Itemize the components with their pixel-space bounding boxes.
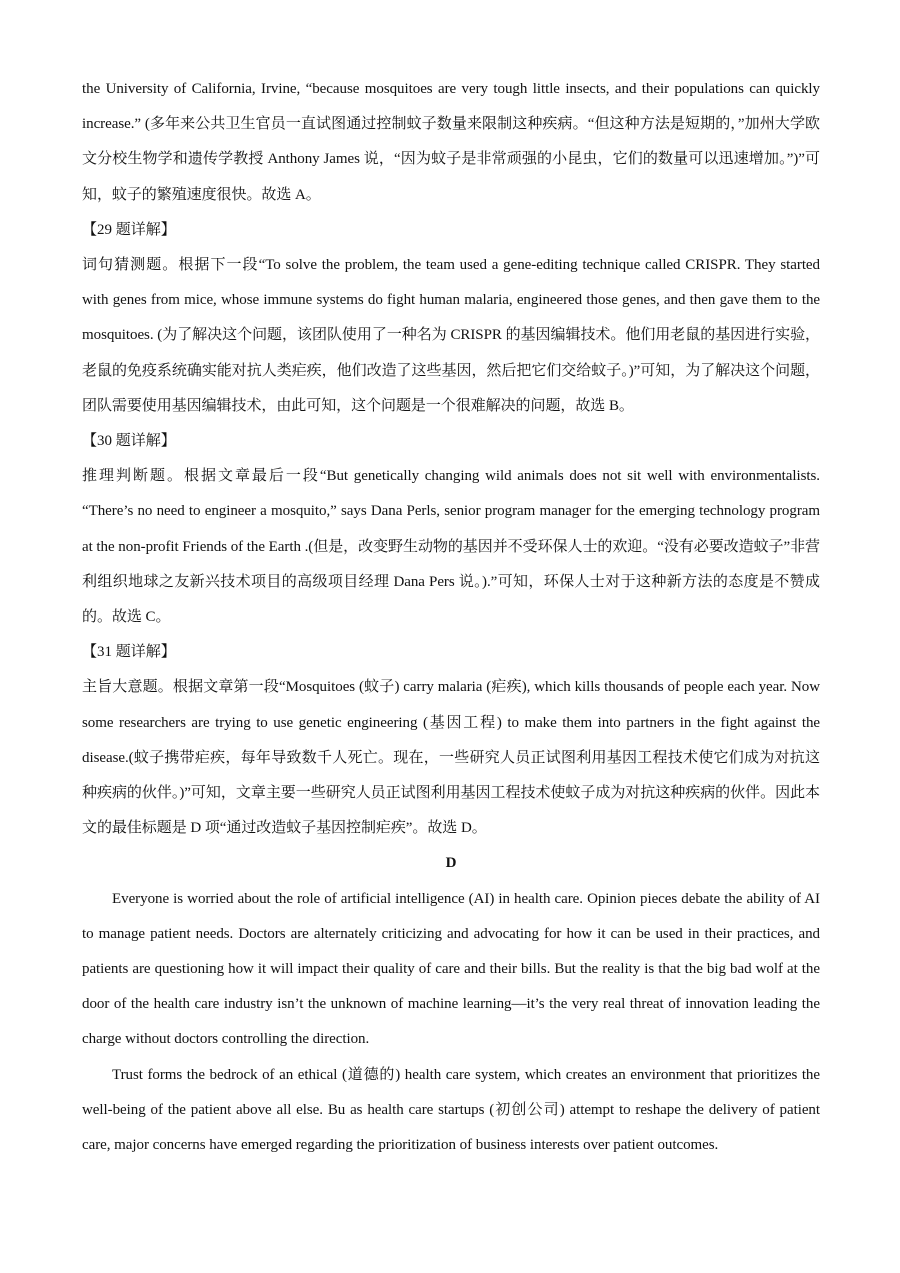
section-d-heading: D — [445, 855, 457, 872]
question-30-heading: 【30 题详解】 — [82, 433, 176, 450]
answer-28-explanation-tail: the University of California, Irvine, “because mosquitoes are very tough little insects, and their populations can quickly increase.” (多年来公共卫生官员一直试图通过控制蚊子数量来限制这种疾病。“但这种方法是短期的，”加州大学欧文分校生物学和遗传学教授 Anthony James 说，“因为蚊子是非常顽强的小昆虫，它们的数量可以迅速增加。”)”可知，蚊子的繁殖速度很快。故选 A。 — [82, 81, 820, 203]
passage-d-paragraph-1: Everyone is worried about the role of artificial intelligence (AI) in health care. Opinion pieces debate the ability of AI to manage patient needs. Doctors are alternately criticizing and advocating for how it can be used in their practices, and patients are questioning how it will impact their quality of care and their bills. But the reality is that the big bad wolf at the door of the health care industry isn’t the unknown of machine learning—it’s the very real threat of innovation leading the charge without doctors controlling the direction. — [82, 890, 820, 1048]
answer-29-explanation: 词句猜测题。根据下一段“To solve the problem, the team used a gene-editing technique called CRISPR. They started with genes from mice, whose immune systems do fight human malaria, engineered those genes, and then gave them to the mosquitoes. (为了解决这个问题，该团队使用了一种名为 CRISPR 的基因编辑技术。他们用老鼠的基因进行实验，老鼠的免疫系统确实能对抗人类疟疾，他们改造了这些基因，然后把它们交给蚊子。)”可知，为了解决这个问题，团队需要使用基因编辑技术，由此可知，这个问题是一个很难解决的问题，故选 B。 — [82, 257, 820, 414]
question-31-heading: 【31 题详解】 — [82, 644, 176, 661]
answer-30-explanation: 推理判断题。根据文章最后一段“But genetically changing wild animals does not sit well with environmentalists. “There’s no need to engineer a mosquito,” says Dana Perls, senior program manager for the emerging technology program at the non-profit Friends of the Earth .(但是，改变野生动物的基因并不受环保人士的欢迎。“没有必要改造蚊子”非营利组织地球之友新兴技术项目的高级项目经理 Dana Pers 说。).”可知，环保人士对于这种新方法的态度是不赞成的。故选 C。 — [82, 468, 820, 626]
document-page — [82, 72, 820, 1163]
answer-31-explanation: 主旨大意题。根据文章第一段“Mosquitoes (蚊子) carry malaria (疟疾), which kills thousands of people each year. Now some researchers are trying to use genetic engineering (基因工程) to make them into partners in the fight against the disease.(蚊子携带疟疾，每年导致数千人死亡。现在，一些研究人员正试图利用基因工程技术使它们成为对抗这种疾病的伙伴。)”可知，文章主要一些研究人员正试图利用基因工程技术使蚊子成为对抗这种疾病的伙伴。因此本文的最佳标题是 D 项“通过改造蚊子基因控制疟疾”。故选 D。 — [82, 679, 820, 837]
question-29-heading: 【29 题详解】 — [82, 221, 176, 238]
passage-d-paragraph-2: Trust forms the bedrock of an ethical (道德的) health care system, which creates an environment that prioritizes the well-being of the patient above all else. Bu as health care startups (初创公司) attempt to reshape the delivery of patient care, major concerns have emerged regarding the prioritization of business interests over patient outcomes. — [82, 1066, 820, 1154]
